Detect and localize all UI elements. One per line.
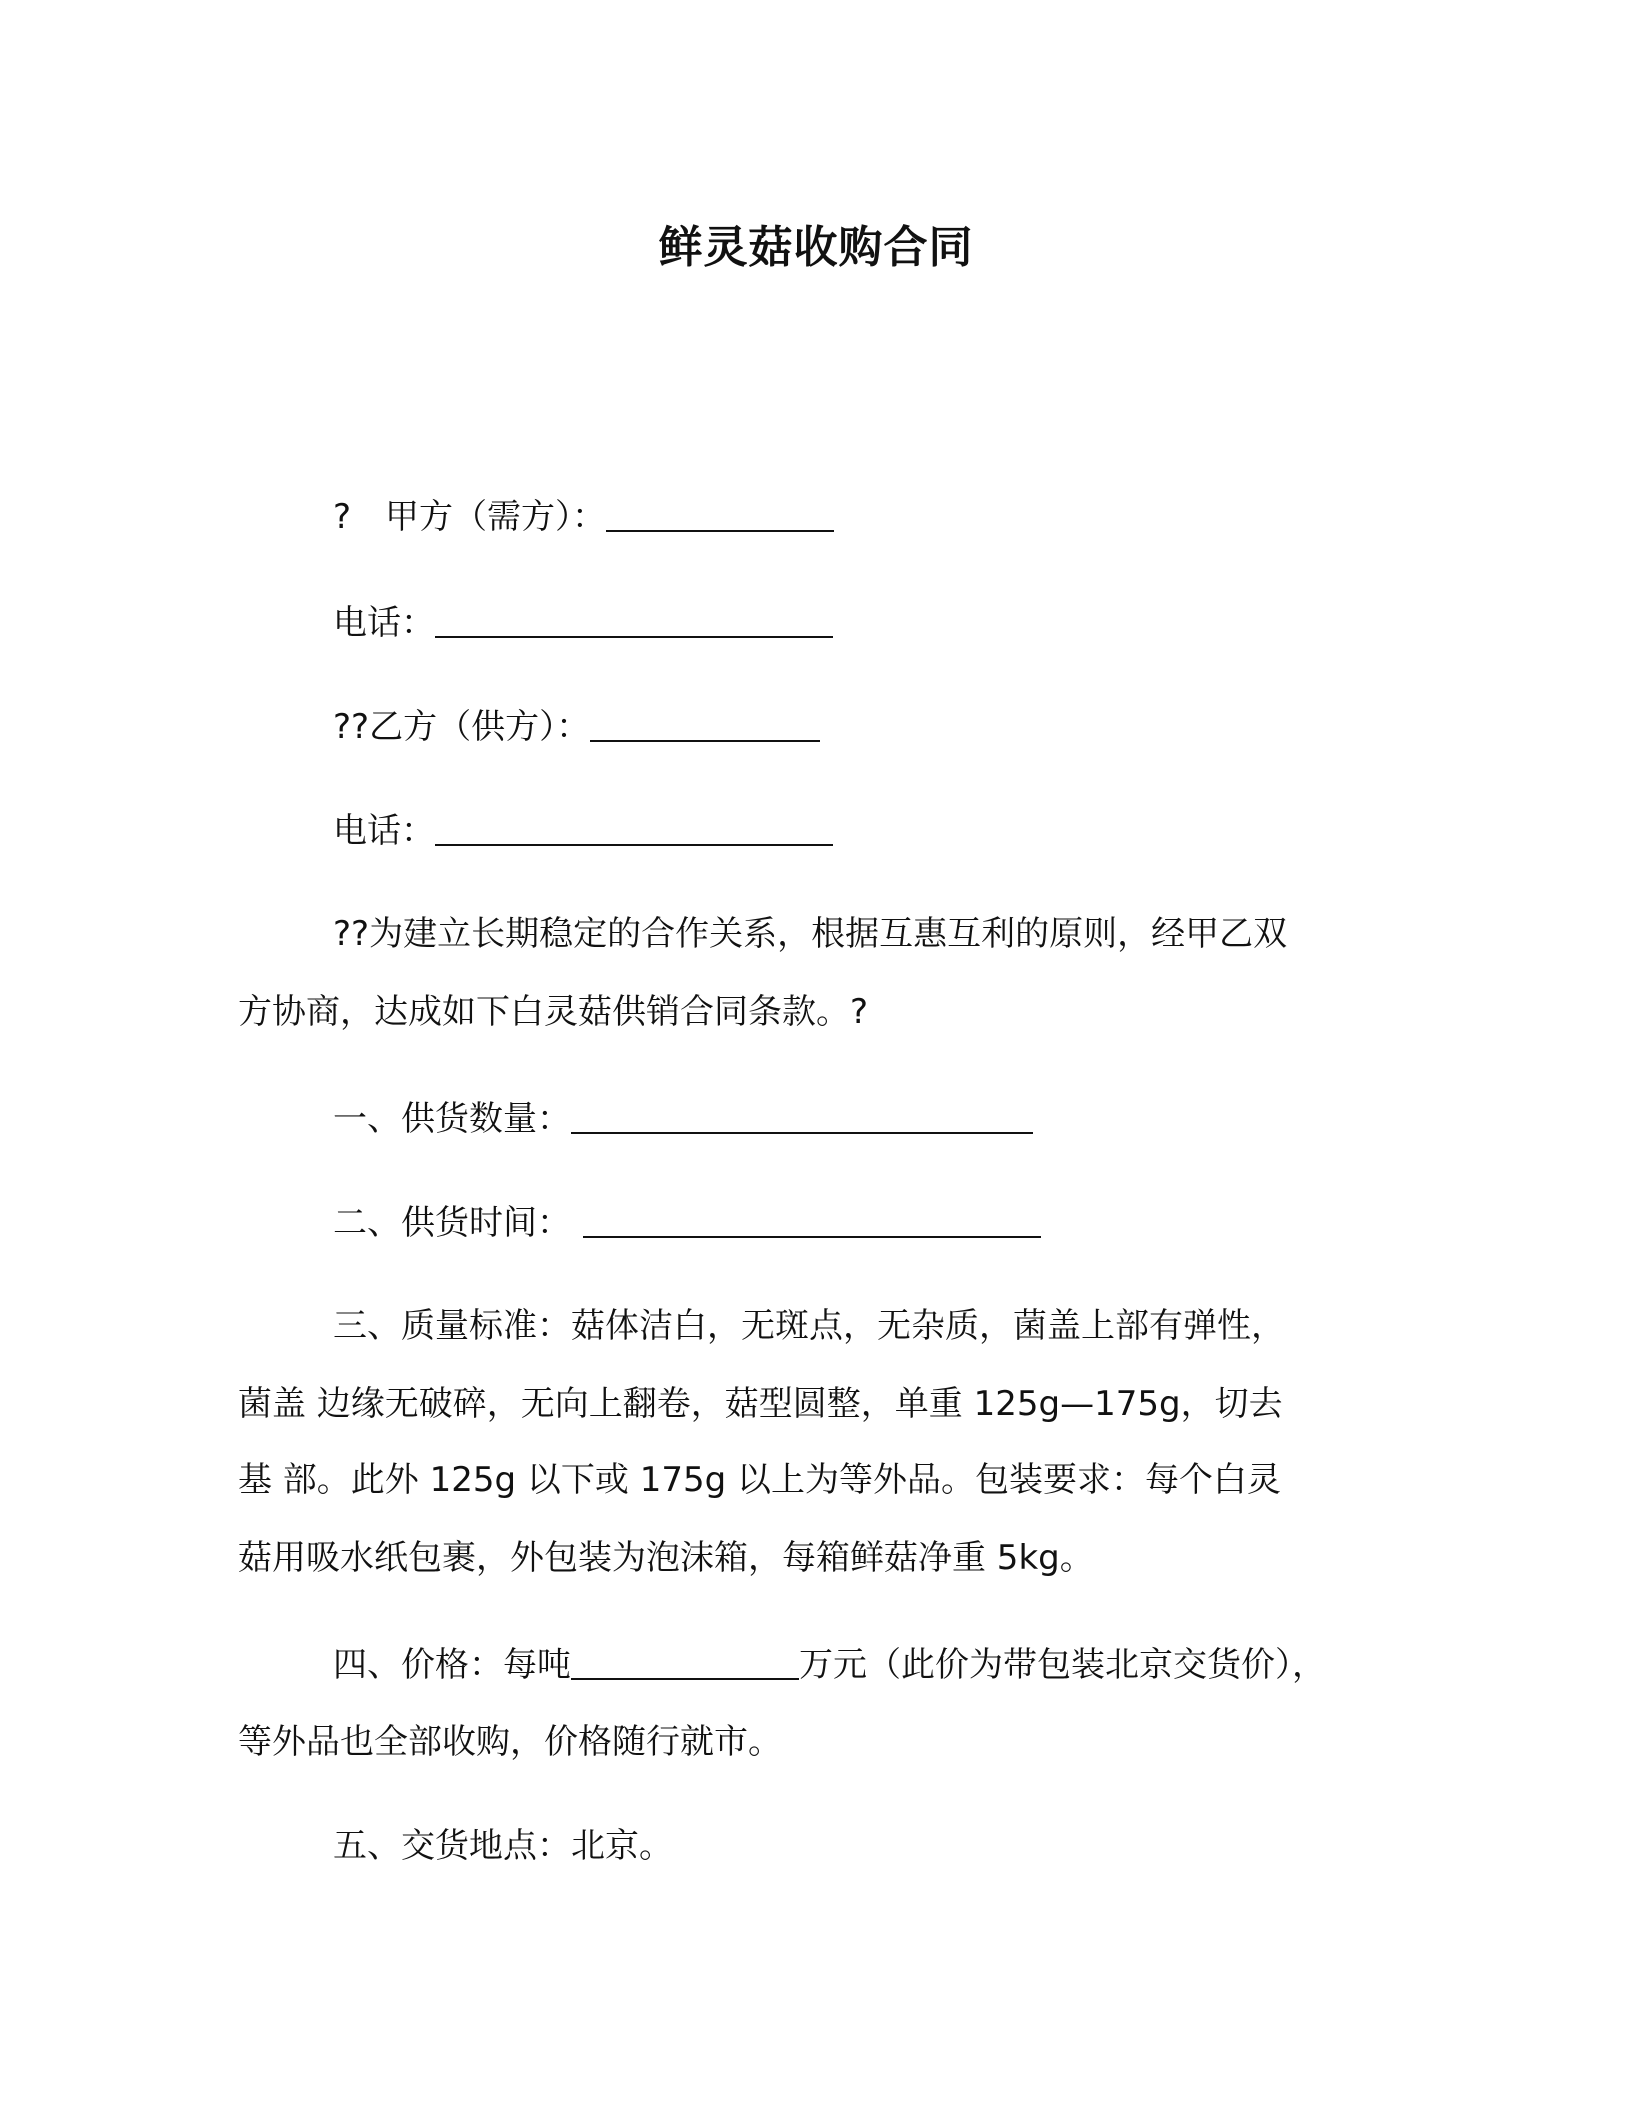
intro-line-2: 方协商，达成如下白灵菇供销合同条款。? — [238, 992, 869, 1032]
clause-3-line-3: 基 部。此外 125g 以下或 175g 以上为等外品。包装要求：每个白灵 — [238, 1460, 1281, 1500]
clause-2-blank — [583, 1198, 1041, 1238]
party-a-label: ? 甲方（需方）： — [333, 497, 607, 537]
party-a-blank — [606, 492, 834, 532]
phone-a-blank — [435, 598, 833, 638]
clause-5-line: 五、交货地点：北京。 — [333, 1826, 673, 1866]
party-b-line — [333, 702, 820, 751]
clause-3-line-2: 菌盖 边缘无破碎，无向上翻卷，菇型圆整，单重 125g—175g，切去 — [238, 1384, 1283, 1424]
phone-a-label: 电话： — [333, 603, 435, 643]
clause-4-prefix: 四、价格：每吨 — [333, 1645, 571, 1685]
document-title: 鲜灵菇收购合同 — [658, 222, 974, 273]
clause-4-line-2: 等外品也全部收购，价格随行就市。 — [238, 1722, 782, 1762]
party-a-line — [333, 492, 834, 541]
clause-4-line-1 — [333, 1640, 1326, 1689]
clause-3-line-1: 三、质量标准：菇体洁白，无斑点，无杂质，菌盖上部有弹性， — [333, 1306, 1285, 1346]
clause-1-line — [333, 1094, 1033, 1143]
phone-a-line — [333, 598, 833, 647]
clause-1-blank — [571, 1094, 1033, 1134]
clause-4-suffix: 万元（此价为带包装北京交货价）， — [799, 1645, 1326, 1685]
clause-2-line — [333, 1198, 1041, 1247]
clause-1-label: 一、供货数量： — [333, 1099, 571, 1139]
clause-3-line-4: 菇用吸水纸包裹，外包装为泡沫箱，每箱鲜菇净重 5kg。 — [238, 1538, 1094, 1578]
phone-b-blank — [435, 806, 833, 846]
party-b-label: ??乙方（供方）： — [333, 707, 591, 747]
clause-2-label: 二、供货时间： — [333, 1203, 571, 1243]
phone-b-line — [333, 806, 833, 855]
intro-line-1: ??为建立长期稳定的合作关系，根据互惠互利的原则，经甲乙双 — [333, 914, 1288, 954]
clause-4-price-blank — [571, 1640, 799, 1680]
phone-b-label: 电话： — [333, 811, 435, 851]
party-b-blank — [590, 702, 820, 742]
